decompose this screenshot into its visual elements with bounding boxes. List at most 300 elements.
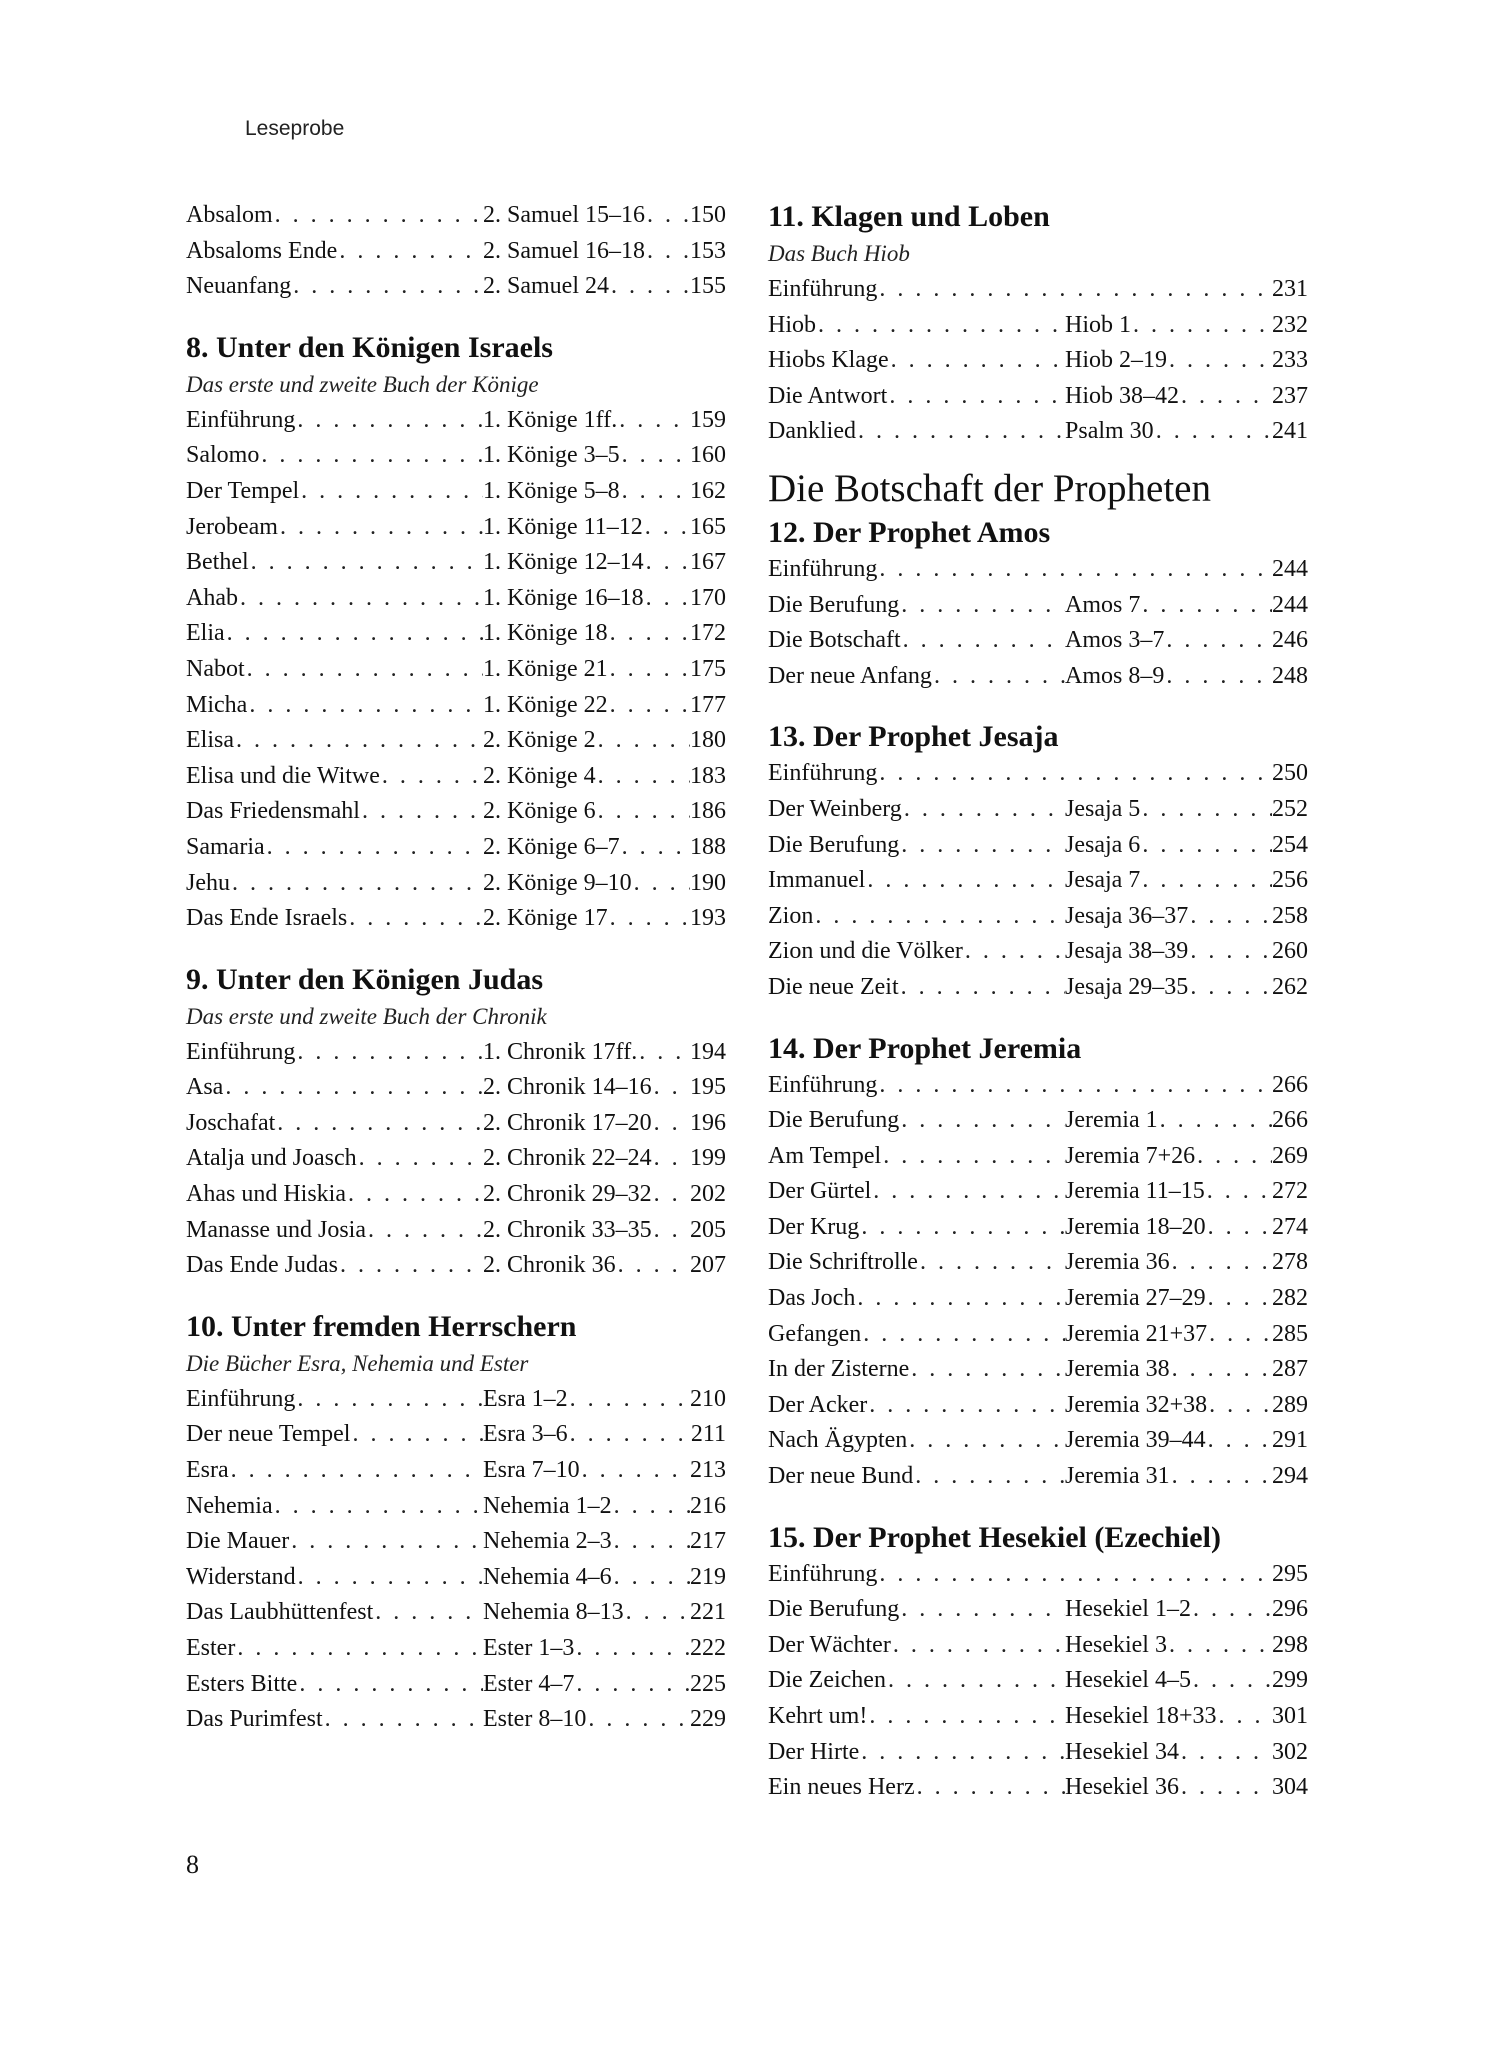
entry-title-cell [186, 474, 483, 510]
leader-dots [877, 1068, 1272, 1104]
leader-dots [223, 1070, 483, 1106]
entry-ref-cell [1065, 1281, 1308, 1317]
leader-dots [871, 1174, 1065, 1210]
toc-entry [768, 1245, 1308, 1281]
entry-title-cell [186, 545, 483, 581]
entry-title: Die Schriftrolle [768, 1249, 918, 1276]
leader-dots [1140, 588, 1272, 624]
toc-entry [186, 1417, 726, 1453]
leader-dots [861, 1317, 1065, 1353]
entry-title: Der Krug [768, 1213, 860, 1240]
leader-dots [380, 759, 483, 795]
toc-entry [768, 828, 1308, 864]
leader-dots [247, 688, 483, 724]
entry-title: Elisa und die Witwe [186, 762, 380, 789]
entry-reference: 2. Samuel 16–18 [483, 237, 645, 264]
entry-reference: Jeremia 36 [1065, 1249, 1170, 1276]
entry-title: Esra [186, 1457, 229, 1484]
section-subtitle: Das erste und zweite Buch der Chronik [186, 1003, 547, 1029]
leader-dots [859, 1735, 1065, 1771]
entry-title-cell [768, 970, 1065, 1006]
entry-title-cell [186, 234, 483, 270]
leader-dots [299, 474, 483, 510]
entry-reference: Ester 4–7 [483, 1670, 575, 1697]
leader-dots [620, 438, 690, 474]
toc-entry [186, 198, 726, 234]
entry-ref-cell [483, 794, 726, 830]
entry-reference: Jesaja 5 [1065, 795, 1141, 822]
entry-title-cell [768, 1459, 1065, 1495]
leader-dots [909, 1352, 1065, 1388]
entry-ref-cell [1065, 1352, 1308, 1388]
toc-entry [186, 1631, 726, 1667]
entry-page: 194 [690, 1038, 726, 1065]
entry-page: 195 [690, 1074, 726, 1101]
entry-title-cell [768, 308, 1065, 344]
entry-title: Ahab [186, 584, 238, 611]
leader-dots [886, 1663, 1065, 1699]
entry-title: Manasse und Josia [186, 1216, 366, 1243]
entry-title-cell [768, 552, 1272, 588]
entry-title: Kehrt um! [768, 1703, 868, 1729]
entry-title: Das Laubhüttenfest [186, 1599, 374, 1626]
leader-dots [608, 688, 690, 724]
entry-title-cell [768, 1770, 1065, 1806]
entry-title-cell [186, 269, 483, 305]
entry-title: Das Joch [768, 1285, 856, 1312]
leader-dots [291, 269, 483, 305]
entry-title: Das Purimfest [186, 1706, 323, 1733]
entry-title: Zion [768, 902, 814, 929]
entry-title-cell [768, 1068, 1272, 1104]
leader-dots [813, 899, 1065, 935]
entry-title-cell [186, 1035, 483, 1071]
entry-title: Die Berufung [768, 591, 900, 618]
entry-page: 301 [1272, 1703, 1308, 1729]
leader-dots [1206, 1281, 1272, 1317]
leader-dots [1164, 623, 1272, 659]
entry-reference: 1. Könige 21 [483, 655, 608, 682]
toc-entry [768, 552, 1308, 588]
leader-dots [357, 1141, 483, 1177]
entry-page: 272 [1272, 1178, 1308, 1205]
entry-reference: 2. Samuel 15–16 [483, 202, 645, 228]
entry-ref-cell [1065, 1245, 1308, 1281]
entry-title-cell [768, 1388, 1065, 1424]
entry-reference: Jesaja 29–35 [1065, 973, 1189, 1000]
entry-ref-cell [1065, 970, 1308, 1006]
entry-title: Absalom [186, 202, 273, 228]
entry-page: 199 [690, 1145, 726, 1172]
section-title: 10. Unter fremden Herrschern [186, 1309, 577, 1343]
toc-entry [768, 1628, 1308, 1664]
leader-dots [297, 1667, 483, 1703]
leader-dots [295, 1382, 483, 1418]
entry-page: 262 [1272, 973, 1308, 1000]
toc-entry [186, 510, 726, 546]
toc-entry [768, 1103, 1308, 1139]
toc-entry [768, 1423, 1308, 1459]
entry-page: 217 [690, 1528, 726, 1555]
entry-reference: 2. Könige 2 [483, 727, 596, 754]
entry-title-cell [768, 659, 1065, 695]
entry-page: 299 [1272, 1667, 1308, 1694]
leader-dots [245, 652, 483, 688]
entry-title: Die Antwort [768, 382, 888, 409]
leader-dots [865, 863, 1065, 899]
entry-ref-cell [1065, 1592, 1308, 1628]
entry-reference: Jeremia 31 [1065, 1463, 1170, 1490]
entry-ref-cell [483, 510, 726, 546]
entry-ref-cell [483, 1524, 726, 1560]
entry-page: 233 [1272, 347, 1308, 374]
entry-ref-cell [1065, 659, 1308, 695]
entry-title: Einführung [768, 1071, 878, 1098]
entry-ref-cell [1065, 792, 1308, 828]
entry-reference: Jeremia 18–20 [1065, 1213, 1206, 1240]
entry-title: Zion und die Völker [768, 938, 963, 965]
leader-dots [915, 1770, 1065, 1806]
leader-dots [347, 901, 483, 937]
leader-dots [963, 934, 1065, 970]
entry-title-cell [768, 863, 1065, 899]
section-subtitle: Die Bücher Esra, Nehemia und Ester [186, 1350, 529, 1376]
entry-ref-cell [483, 474, 726, 510]
leader-dots [1179, 1735, 1272, 1771]
entry-reference: 2. Chronik 36 [483, 1252, 616, 1279]
entry-title: Einführung [186, 406, 296, 433]
leader-dots [1188, 970, 1272, 1006]
leader-dots [877, 552, 1272, 588]
toc-entry [768, 1317, 1308, 1353]
entry-title-cell [186, 688, 483, 724]
toc-entry [768, 379, 1308, 415]
toc-entry [186, 1453, 726, 1489]
entry-reference: Amos 3–7 [1065, 627, 1165, 654]
entry-ref-cell [1272, 552, 1308, 588]
entry-reference: 2. Chronik 14–16 [483, 1074, 652, 1101]
entry-title-cell [186, 1213, 483, 1249]
entry-ref-cell [483, 1560, 726, 1596]
entry-ref-cell [1065, 1699, 1308, 1735]
entry-page: 278 [1272, 1249, 1308, 1276]
entry-page: 232 [1272, 311, 1308, 338]
toc-entry [186, 901, 726, 937]
entry-page: 196 [690, 1109, 726, 1136]
entry-ref-cell [483, 438, 726, 474]
entry-page: 207 [690, 1252, 726, 1279]
toc-entry [768, 863, 1308, 899]
leader-dots [652, 1141, 690, 1177]
entry-ref-cell [1065, 1210, 1308, 1246]
entry-title: Einführung [768, 1560, 878, 1587]
toc-entry [186, 1382, 726, 1418]
entry-reference: Esra 1–2 [483, 1385, 568, 1412]
toc-entry [186, 1035, 726, 1071]
toc-entry [768, 970, 1308, 1006]
section-title: 9. Unter den Königen Judas [186, 962, 544, 996]
entry-title-cell [186, 510, 483, 546]
toc-entry [768, 1139, 1308, 1175]
leader-dots [1188, 934, 1272, 970]
entry-title-cell [186, 1667, 483, 1703]
entry-title-cell [768, 1245, 1065, 1281]
entry-ref-cell [483, 616, 726, 652]
toc-entry [186, 1106, 726, 1142]
entry-title: Esters Bitte [186, 1670, 298, 1697]
leader-dots [574, 1631, 690, 1667]
leader-dots [229, 1453, 483, 1489]
entry-reference: Jeremia 32+38 [1065, 1391, 1208, 1418]
section-subtitle: Das Buch Hiob [768, 241, 910, 266]
entry-ref-cell [1065, 379, 1308, 415]
entry-ref-cell [1065, 934, 1308, 970]
toc-entry [186, 1248, 726, 1284]
entry-title: Die Zeichen [768, 1667, 886, 1694]
entry-title: Die Mauer [186, 1528, 290, 1555]
leader-dots [1179, 379, 1272, 415]
entry-title: Elia [186, 620, 225, 647]
entry-title-cell [186, 1417, 483, 1453]
entry-title: Der Gürtel [768, 1178, 872, 1205]
leader-dots [568, 1382, 690, 1418]
leader-dots [1207, 1388, 1272, 1424]
leader-dots [645, 234, 690, 270]
entry-page: 186 [690, 798, 726, 825]
entry-title-cell [768, 1628, 1065, 1664]
entry-ref-cell [483, 1177, 726, 1213]
section-title: 15. Der Prophet Hesekiel (Ezechiel) [768, 1520, 1221, 1554]
entry-title-cell [186, 723, 483, 759]
toc-entry [186, 759, 726, 795]
entry-reference: 2. Chronik 33–35 [483, 1216, 652, 1243]
entry-title: Die Berufung [768, 831, 900, 858]
entry-reference: Hiob 1 [1065, 311, 1131, 338]
entry-reference: Amos 7 [1065, 591, 1141, 618]
entry-title: Gefangen [768, 1320, 862, 1347]
entry-reference: 1. Könige 12–14 [483, 549, 644, 576]
entry-reference: 2. Könige 17 [483, 905, 608, 932]
leader-dots [644, 545, 690, 581]
entry-title-cell [768, 343, 1065, 379]
entry-title: Samaria [186, 833, 265, 860]
leader-dots [1179, 1770, 1272, 1806]
entry-title: Der Wächter [768, 1631, 891, 1658]
entry-page: 162 [690, 477, 726, 504]
entry-ref-cell [1065, 1388, 1308, 1424]
entry-title-cell [186, 1560, 483, 1596]
leader-dots [289, 1524, 483, 1560]
entry-ref-cell [1065, 1735, 1308, 1771]
entry-page: 266 [1272, 1071, 1308, 1098]
toc-entry [186, 652, 726, 688]
entry-ref-cell [483, 723, 726, 759]
entry-page: 221 [690, 1599, 726, 1626]
entry-reference: Jeremia 27–29 [1065, 1285, 1206, 1312]
entry-ref-cell [1065, 1663, 1308, 1699]
entry-ref-cell [483, 545, 726, 581]
entry-title: Widerstand [186, 1563, 296, 1590]
leader-dots [249, 545, 483, 581]
toc-entry [186, 1524, 726, 1560]
leader-dots [899, 1592, 1065, 1628]
toc-entry [768, 1174, 1308, 1210]
entry-title: Der Tempel [186, 477, 300, 504]
entry-reference: Nehemia 4–6 [483, 1563, 612, 1590]
entry-page: 296 [1272, 1596, 1308, 1623]
toc-left-column [186, 198, 726, 1738]
entry-ref-cell [483, 1213, 726, 1249]
entry-page: 266 [1272, 1107, 1308, 1134]
toc-entry [768, 272, 1308, 308]
entry-title: Am Tempel [768, 1142, 882, 1169]
entry-title: Jehu [186, 869, 230, 896]
leader-dots [1217, 1699, 1273, 1735]
leader-dots [855, 1281, 1065, 1317]
entry-reference: 2. Könige 6 [483, 798, 596, 825]
toc-section [768, 1519, 1308, 1806]
entry-ref-cell [1065, 343, 1308, 379]
section-title: 8. Unter den Königen Israels [186, 330, 553, 364]
toc-entry [768, 308, 1308, 344]
toc-section [186, 198, 726, 305]
leader-dots [350, 1417, 483, 1453]
toc-entry [186, 830, 726, 866]
entry-ref-cell [483, 198, 726, 234]
entry-ref-cell [1272, 1557, 1308, 1593]
entry-page: 180 [690, 727, 726, 754]
entry-title: Nehemia [186, 1492, 273, 1519]
entry-ref-cell [483, 403, 726, 439]
entry-title-cell [186, 1248, 483, 1284]
entry-ref-cell [1065, 1103, 1308, 1139]
entry-title-cell [768, 379, 1065, 415]
toc-section [186, 961, 726, 1284]
entry-ref-cell [1065, 1770, 1308, 1806]
entry-title-cell [186, 1631, 483, 1667]
leader-dots [881, 1139, 1065, 1175]
leader-dots [643, 510, 690, 546]
entry-ref-cell [483, 830, 726, 866]
entry-reference: Jeremia 39–44 [1065, 1427, 1206, 1454]
entry-page: 241 [1272, 418, 1308, 445]
entry-page: 229 [690, 1706, 726, 1733]
entry-page: 298 [1272, 1631, 1308, 1658]
entry-reference: Hesekiel 1–2 [1065, 1596, 1191, 1623]
entry-title-cell [186, 652, 483, 688]
entry-reference: Psalm 30 [1065, 418, 1154, 445]
entry-page: 237 [1272, 382, 1308, 409]
leader-dots [346, 1177, 483, 1213]
leader-dots [265, 830, 483, 866]
toc-entry [768, 1281, 1308, 1317]
entry-title-cell [186, 198, 483, 234]
leader-dots [899, 828, 1065, 864]
leader-dots [612, 1560, 690, 1596]
entry-title-cell [768, 828, 1065, 864]
entry-title: Ahas und Hiskia [186, 1181, 346, 1208]
entry-ref-cell [483, 269, 726, 305]
leader-dots [645, 198, 690, 234]
entry-page: 153 [690, 237, 726, 264]
entry-page: 285 [1272, 1320, 1308, 1347]
toc-entry [186, 234, 726, 270]
entry-title: Das Ende Israels [186, 905, 348, 932]
toc-section [768, 198, 1308, 450]
entry-page: 291 [1272, 1427, 1308, 1454]
entry-page: 302 [1272, 1738, 1308, 1765]
entry-reference: 2. Könige 9–10 [483, 869, 632, 896]
entry-reference: Jesaja 36–37 [1065, 902, 1189, 929]
leader-dots [295, 1035, 483, 1071]
entry-title-cell [768, 414, 1065, 450]
entry-title-cell [186, 1595, 483, 1631]
entry-title-cell [186, 1453, 483, 1489]
leader-dots [652, 1213, 690, 1249]
leader-dots [608, 901, 690, 937]
toc-entry [768, 1352, 1308, 1388]
entry-page: 160 [690, 442, 726, 469]
entry-ref-cell [1065, 414, 1308, 450]
part-title: Die Botschaft der Propheten [768, 466, 1211, 510]
leader-dots [867, 1699, 1065, 1735]
leader-dots [877, 272, 1272, 308]
entry-reference: Hesekiel 4–5 [1065, 1667, 1191, 1694]
entry-page: 274 [1272, 1213, 1308, 1240]
entry-reference: 2. Chronik 17–20 [483, 1109, 652, 1136]
entry-title-cell [768, 1352, 1065, 1388]
leader-dots [580, 1453, 690, 1489]
leader-dots [596, 759, 690, 795]
entry-title-cell [768, 1735, 1065, 1771]
entry-page: 219 [690, 1563, 726, 1590]
toc-section [768, 1030, 1308, 1495]
leader-dots [373, 1595, 483, 1631]
entry-title-cell [186, 581, 483, 617]
page-header: Leseprobe [245, 117, 345, 140]
entry-ref-cell [483, 901, 726, 937]
entry-ref-cell [483, 1595, 726, 1631]
toc-entry [768, 659, 1308, 695]
entry-title-cell [768, 1423, 1065, 1459]
entry-title-cell [186, 1382, 483, 1418]
leader-dots [259, 438, 483, 474]
leader-dots [877, 756, 1272, 792]
leader-dots [296, 1560, 483, 1596]
entry-ref-cell [1065, 1174, 1308, 1210]
entry-reference: 1. Chronik 17ff. [483, 1038, 638, 1065]
leader-dots [278, 510, 483, 546]
section-subtitle: Das erste und zweite Buch der Könige [186, 371, 539, 397]
leader-dots [867, 1388, 1065, 1424]
entry-page: 165 [690, 513, 726, 540]
entry-title-cell [186, 1702, 483, 1738]
entry-page: 159 [690, 406, 726, 433]
leader-dots [1170, 1459, 1272, 1495]
toc-entry [768, 1210, 1308, 1246]
leader-dots [1131, 308, 1272, 344]
entry-title-cell [186, 1489, 483, 1525]
leader-dots [902, 792, 1065, 828]
leader-dots [235, 1631, 483, 1667]
leader-dots [1170, 1245, 1272, 1281]
leader-dots [608, 652, 690, 688]
entry-page: 202 [690, 1181, 726, 1208]
toc-section [768, 464, 1308, 694]
entry-page: 269 [1272, 1142, 1308, 1169]
leader-dots [275, 1106, 483, 1142]
section-title: 12. Der Prophet Amos [768, 515, 1051, 549]
